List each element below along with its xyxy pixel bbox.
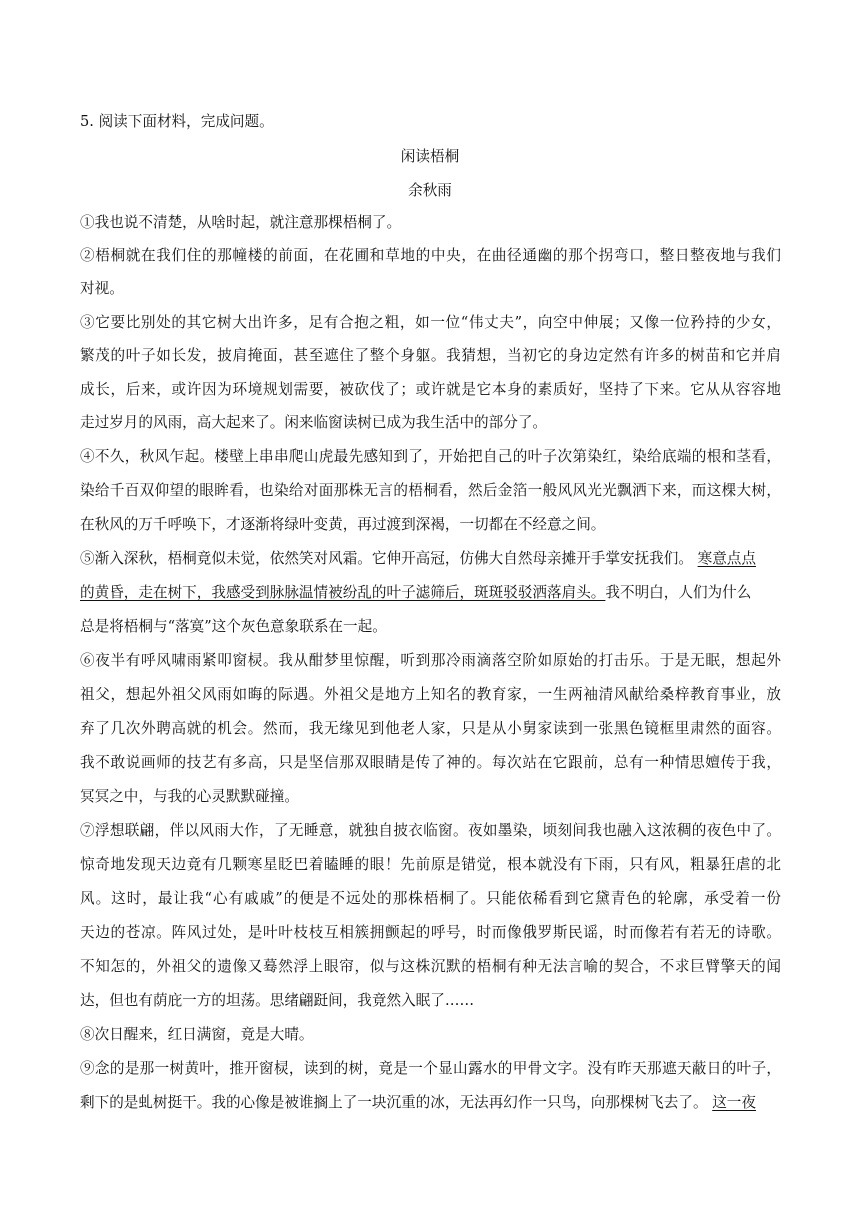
paragraph-5-line: 总是将梧桐与“落寞”这个灰色意象联系在一起。	[80, 618, 387, 635]
paragraph-5-line	[80, 583, 751, 603]
paragraph-8-line: ⑧次日醒来，红日满窗，竟是大晴。	[80, 1026, 314, 1043]
paragraph-6-line: 我不敢说画师的技艺有多高，只是坚信那双眼睛是传了神的。每次站在它跟前，总有一种情思嬗传于我，	[80, 754, 781, 771]
paragraph-9-text: 剩下的是虬树挺干。我的心像是被谁搁上了一块沉重的冰，无法再幻作一只鸟，向那棵树飞去了。	[80, 1094, 708, 1111]
article-author: 余秋雨	[408, 182, 452, 199]
underlined-sentence: 寒意点点	[697, 550, 756, 567]
paragraph-6-line: ⑥夜半有呼风啸雨紧叩窗棂。我从酣梦里惊醒，听到那冷雨滴落空阶如原始的打击乐。于是无眠，想起外	[80, 652, 781, 669]
paragraph-3-line: ③它要比别处的其它树大出许多，足有合抱之粗，如一位“伟丈夫”，向空中伸展；又像一位矜持的少女，	[80, 314, 781, 331]
paragraph-6-line: 弃了几次外聘高就的机会。然而，我无缘见到他老人家，只是从小舅家读到一张黑色镜框里肃然的面容。	[80, 720, 781, 737]
paragraph-7-line: 不知怎的，外祖父的遗像又蓦然浮上眼帘，似与这株沉默的梧桐有种无法言喻的契合，不求巨臂擎天的闻	[80, 958, 781, 975]
paragraph-4-line: ④不久，秋风乍起。楼壁上串串爬山虎最先感知到了，开始把自己的叶子次第染红，染给底端的根和茎看，	[80, 448, 781, 465]
paragraph-3-line: 繁茂的叶子如长发，披肩掩面，甚至遮住了整个身躯。我猜想，当初它的身边定然有许多的树苗和它并肩	[80, 347, 781, 364]
paragraph-1-line: ①我也说不清楚，从啥时起，就注意那棵梧桐了。	[80, 214, 402, 231]
paragraph-2-line: 对视。	[80, 280, 124, 297]
paragraph-6-line: 祖父，想起外祖父风雨如晦的际遇。外祖父是地方上知名的教育家，一生两袖清风献给桑梓教育事业，放	[80, 686, 781, 703]
paragraph-7-line: 惊奇地发现天边竟有几颗寒星眨巴着瞌睡的眼！先前原是错觉，根本就没有下雨，只有风，粗暴狂虐的北	[80, 856, 781, 873]
paragraph-5-text: 我不明白，人们为什么	[605, 584, 752, 601]
paragraph-9-line: ⑨念的是那一树黄叶，推开窗棂，读到的树，竟是一个显山露水的甲骨文字。没有昨天那遮天蔽日的叶子，	[80, 1060, 781, 1077]
paragraph-7-line: 达，但也有荫庇一方的坦荡。思绪翩跹间，我竟然入眠了……	[80, 992, 475, 1009]
paragraph-6-line: 冥冥之中，与我的心灵默默碰撞。	[80, 788, 299, 805]
paragraph-5-line	[80, 549, 756, 569]
paragraph-9-line	[80, 1093, 756, 1113]
paragraph-7-line: 风。这时，最让我“心有戚戚”的便是不远处的那株梧桐了。只能依稀看到它黛青色的轮廓，承受着一份	[80, 890, 781, 907]
paragraph-5-text: ⑤渐入深秋，梧桐竟似未觉，依然笑对风霜。它伸开高冠，仿佛大自然母亲摊开手掌安抚我们。	[80, 550, 693, 567]
paragraph-3-line: 成长，后来，或许因为环境规划需要，被砍伐了；或许就是它本身的素质好，坚持了下来。它从从容容地	[80, 381, 781, 398]
paragraph-4-line: 在秋风的万千呼唤下，才逐渐将绿叶变黄，再过渡到深褐，一切都在不经意之间。	[80, 516, 606, 533]
paragraph-4-line: 染给千百双仰望的眼眸看，也染给对面那株无言的梧桐看，然后金箔一般风风光光飘洒下来，而这棵大树，	[80, 482, 781, 499]
paragraph-2-line: ②梧桐就在我们住的那幢楼的前面，在花圃和草地的中央，在曲径通幽的那个拐弯口，整日整夜地与我们	[80, 247, 781, 264]
underlined-sentence: 的黄昏，走在树下，我感受到脉脉温情被纷乱的叶子滤筛后，斑斑驳驳洒落肩头。	[80, 584, 606, 601]
paragraph-7-line: ⑦浮想联翩，伴以风雨大作，了无睡意，就独自披衣临窗。夜如墨染，顷刻间我也融入这浓稠的夜色中了。	[80, 822, 781, 839]
paragraph-7-line: 天边的苍凉。阵风过处，是叶叶枝枝互相簇拥颤起的呼号，时而像俄罗斯民谣，时而像若有若无的诗歌。	[80, 924, 781, 941]
article-title: 闲读梧桐	[400, 148, 460, 165]
paragraph-3-line: 走过岁月的风雨，高大起来了。闲来临窗读树已成为我生活中的部分了。	[80, 414, 548, 431]
question-heading: 5. 阅读下面材料，完成问题。	[80, 113, 274, 130]
underlined-sentence: 这一夜	[712, 1094, 756, 1111]
